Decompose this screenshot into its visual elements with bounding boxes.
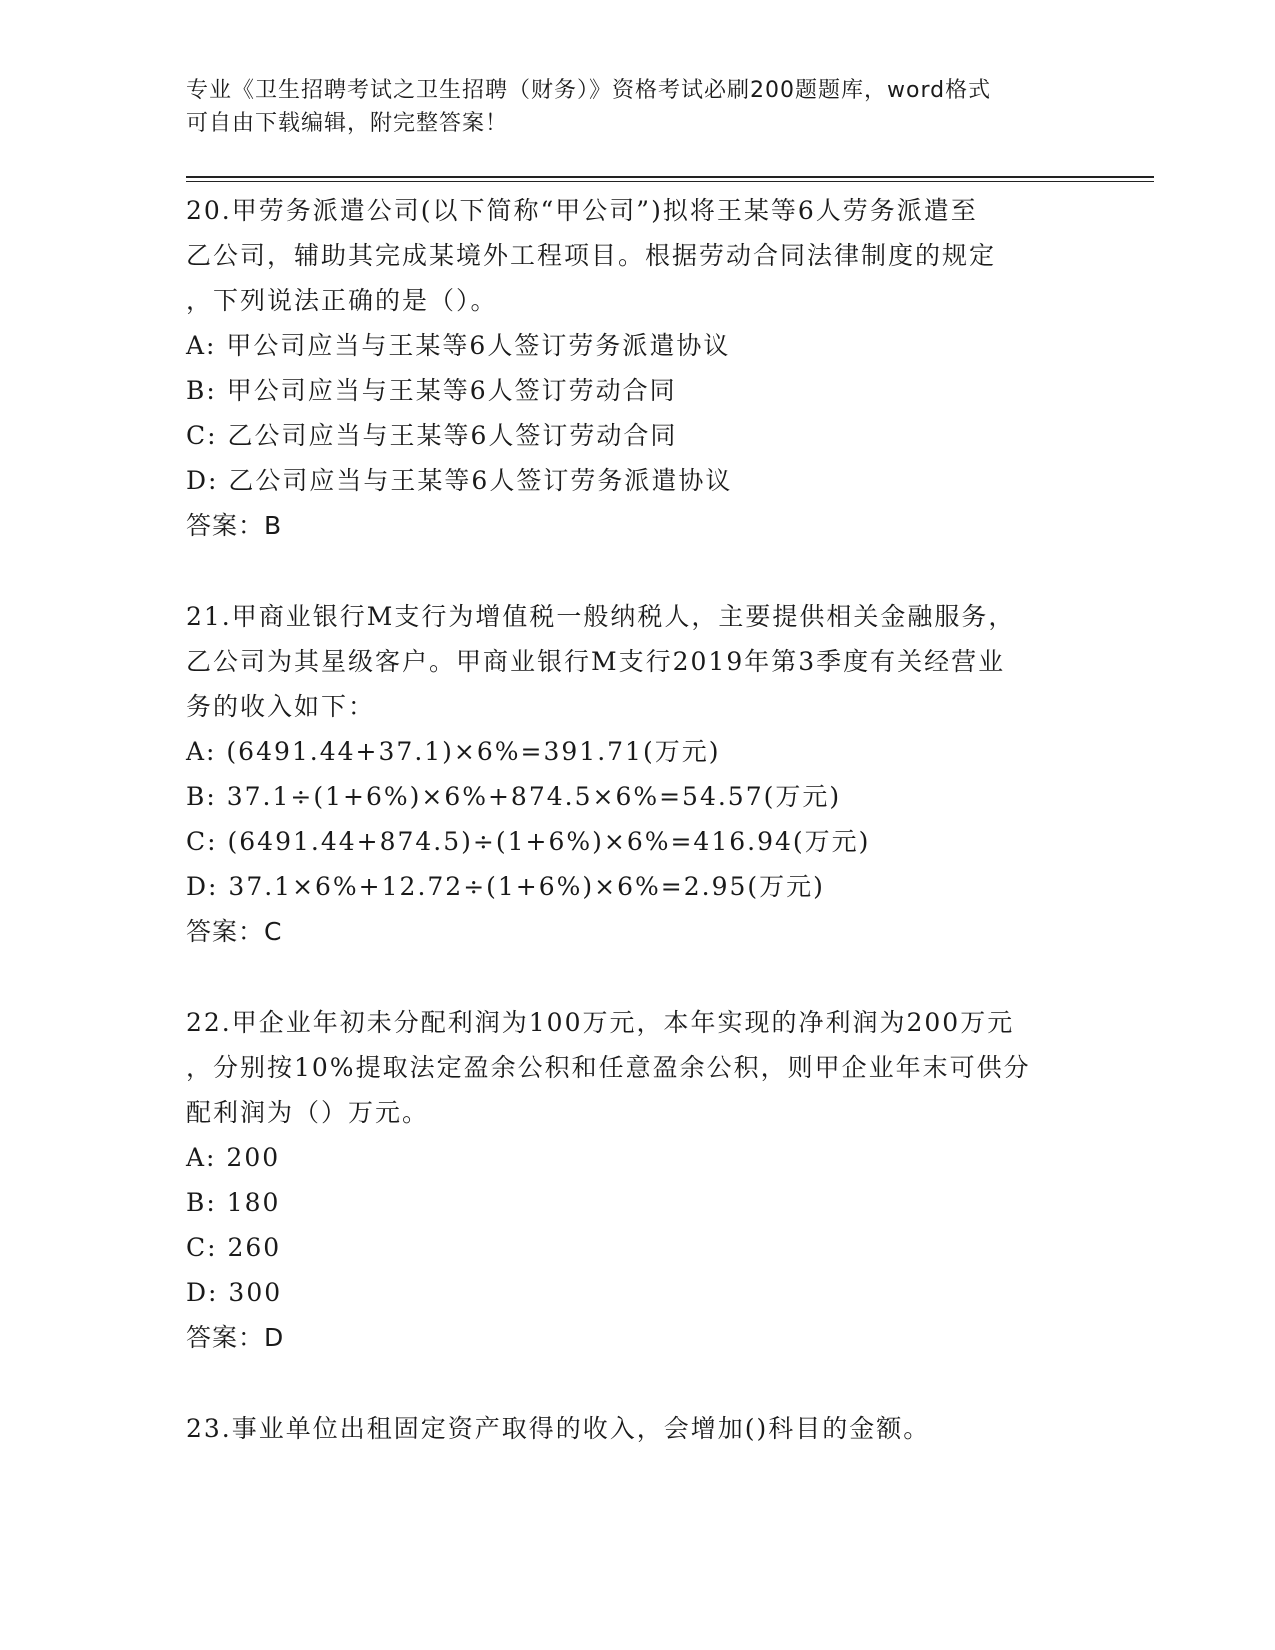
option-c: C: (6491.44+874.5)÷(1+6%)×6%=416.94(万元) — [186, 827, 871, 856]
question-20 — [186, 188, 1086, 548]
answer-label: 答案：D — [186, 1323, 285, 1352]
option-a: A: 甲公司应当与王某等6人签订劳务派遣协议 — [186, 331, 731, 360]
question-stem-line: ，下列说法正确的是（）。 — [186, 286, 498, 315]
document-header — [186, 74, 1066, 140]
option-b: B: 甲公司应当与王某等6人签订劳动合同 — [186, 376, 677, 405]
question-list — [186, 188, 1086, 1497]
option-b: B: 180 — [186, 1188, 281, 1217]
question-stem-line: 乙公司，辅助其完成某境外工程项目。根据劳动合同法律制度的规定 — [186, 241, 997, 270]
question-22 — [186, 1000, 1086, 1360]
header-divider-thick — [186, 176, 1154, 178]
option-a: A: (6491.44+37.1)×6%=391.71(万元) — [186, 737, 721, 766]
question-21 — [186, 594, 1086, 954]
option-c: C: 260 — [186, 1233, 282, 1262]
question-stem-line: 务的收入如下： — [186, 692, 376, 721]
option-d: D: 300 — [186, 1278, 283, 1307]
answer-label: 答案：B — [186, 511, 283, 540]
option-b: B: 37.1÷(1+6%)×6%+874.5×6%=54.57(万元) — [186, 782, 842, 811]
header-line-2: 可自由下载编辑，附完整答案！ — [186, 111, 509, 136]
question-stem-line: 22.甲企业年初未分配利润为100万元，本年实现的净利润为200万元 — [186, 1008, 1015, 1037]
option-c: C: 乙公司应当与王某等6人签订劳动合同 — [186, 421, 678, 450]
question-stem-line: 配利润为（）万元。 — [186, 1098, 430, 1127]
question-stem-line: 20.甲劳务派遣公司(以下简称“甲公司”)拟将王某等6人劳务派遣至 — [186, 196, 978, 225]
question-stem-line: ，分别按10%提取法定盈余公积和任意盈余公积，则甲企业年末可供分 — [186, 1053, 1031, 1082]
question-stem-line: 23.事业单位出租固定资产取得的收入，会增加()科目的金额。 — [186, 1414, 931, 1443]
question-23 — [186, 1406, 1086, 1451]
option-d: D: 37.1×6%+12.72÷(1+6%)×6%=2.95(万元) — [186, 872, 825, 901]
answer-label: 答案：C — [186, 917, 283, 946]
option-a: A: 200 — [186, 1143, 281, 1172]
question-stem-line: 乙公司为其星级客户。甲商业银行M支行2019年第3季度有关经营业 — [186, 647, 1006, 676]
question-stem-line: 21.甲商业银行M支行为增值税一般纳税人，主要提供相关金融服务， — [186, 602, 1016, 631]
header-line-1: 专业《卫生招聘考试之卫生招聘（财务）》资格考试必刷200题题库，word格式 — [186, 78, 992, 103]
header-divider-thin — [186, 181, 1154, 182]
option-d: D: 乙公司应当与王某等6人签订劳务派遣协议 — [186, 466, 733, 495]
